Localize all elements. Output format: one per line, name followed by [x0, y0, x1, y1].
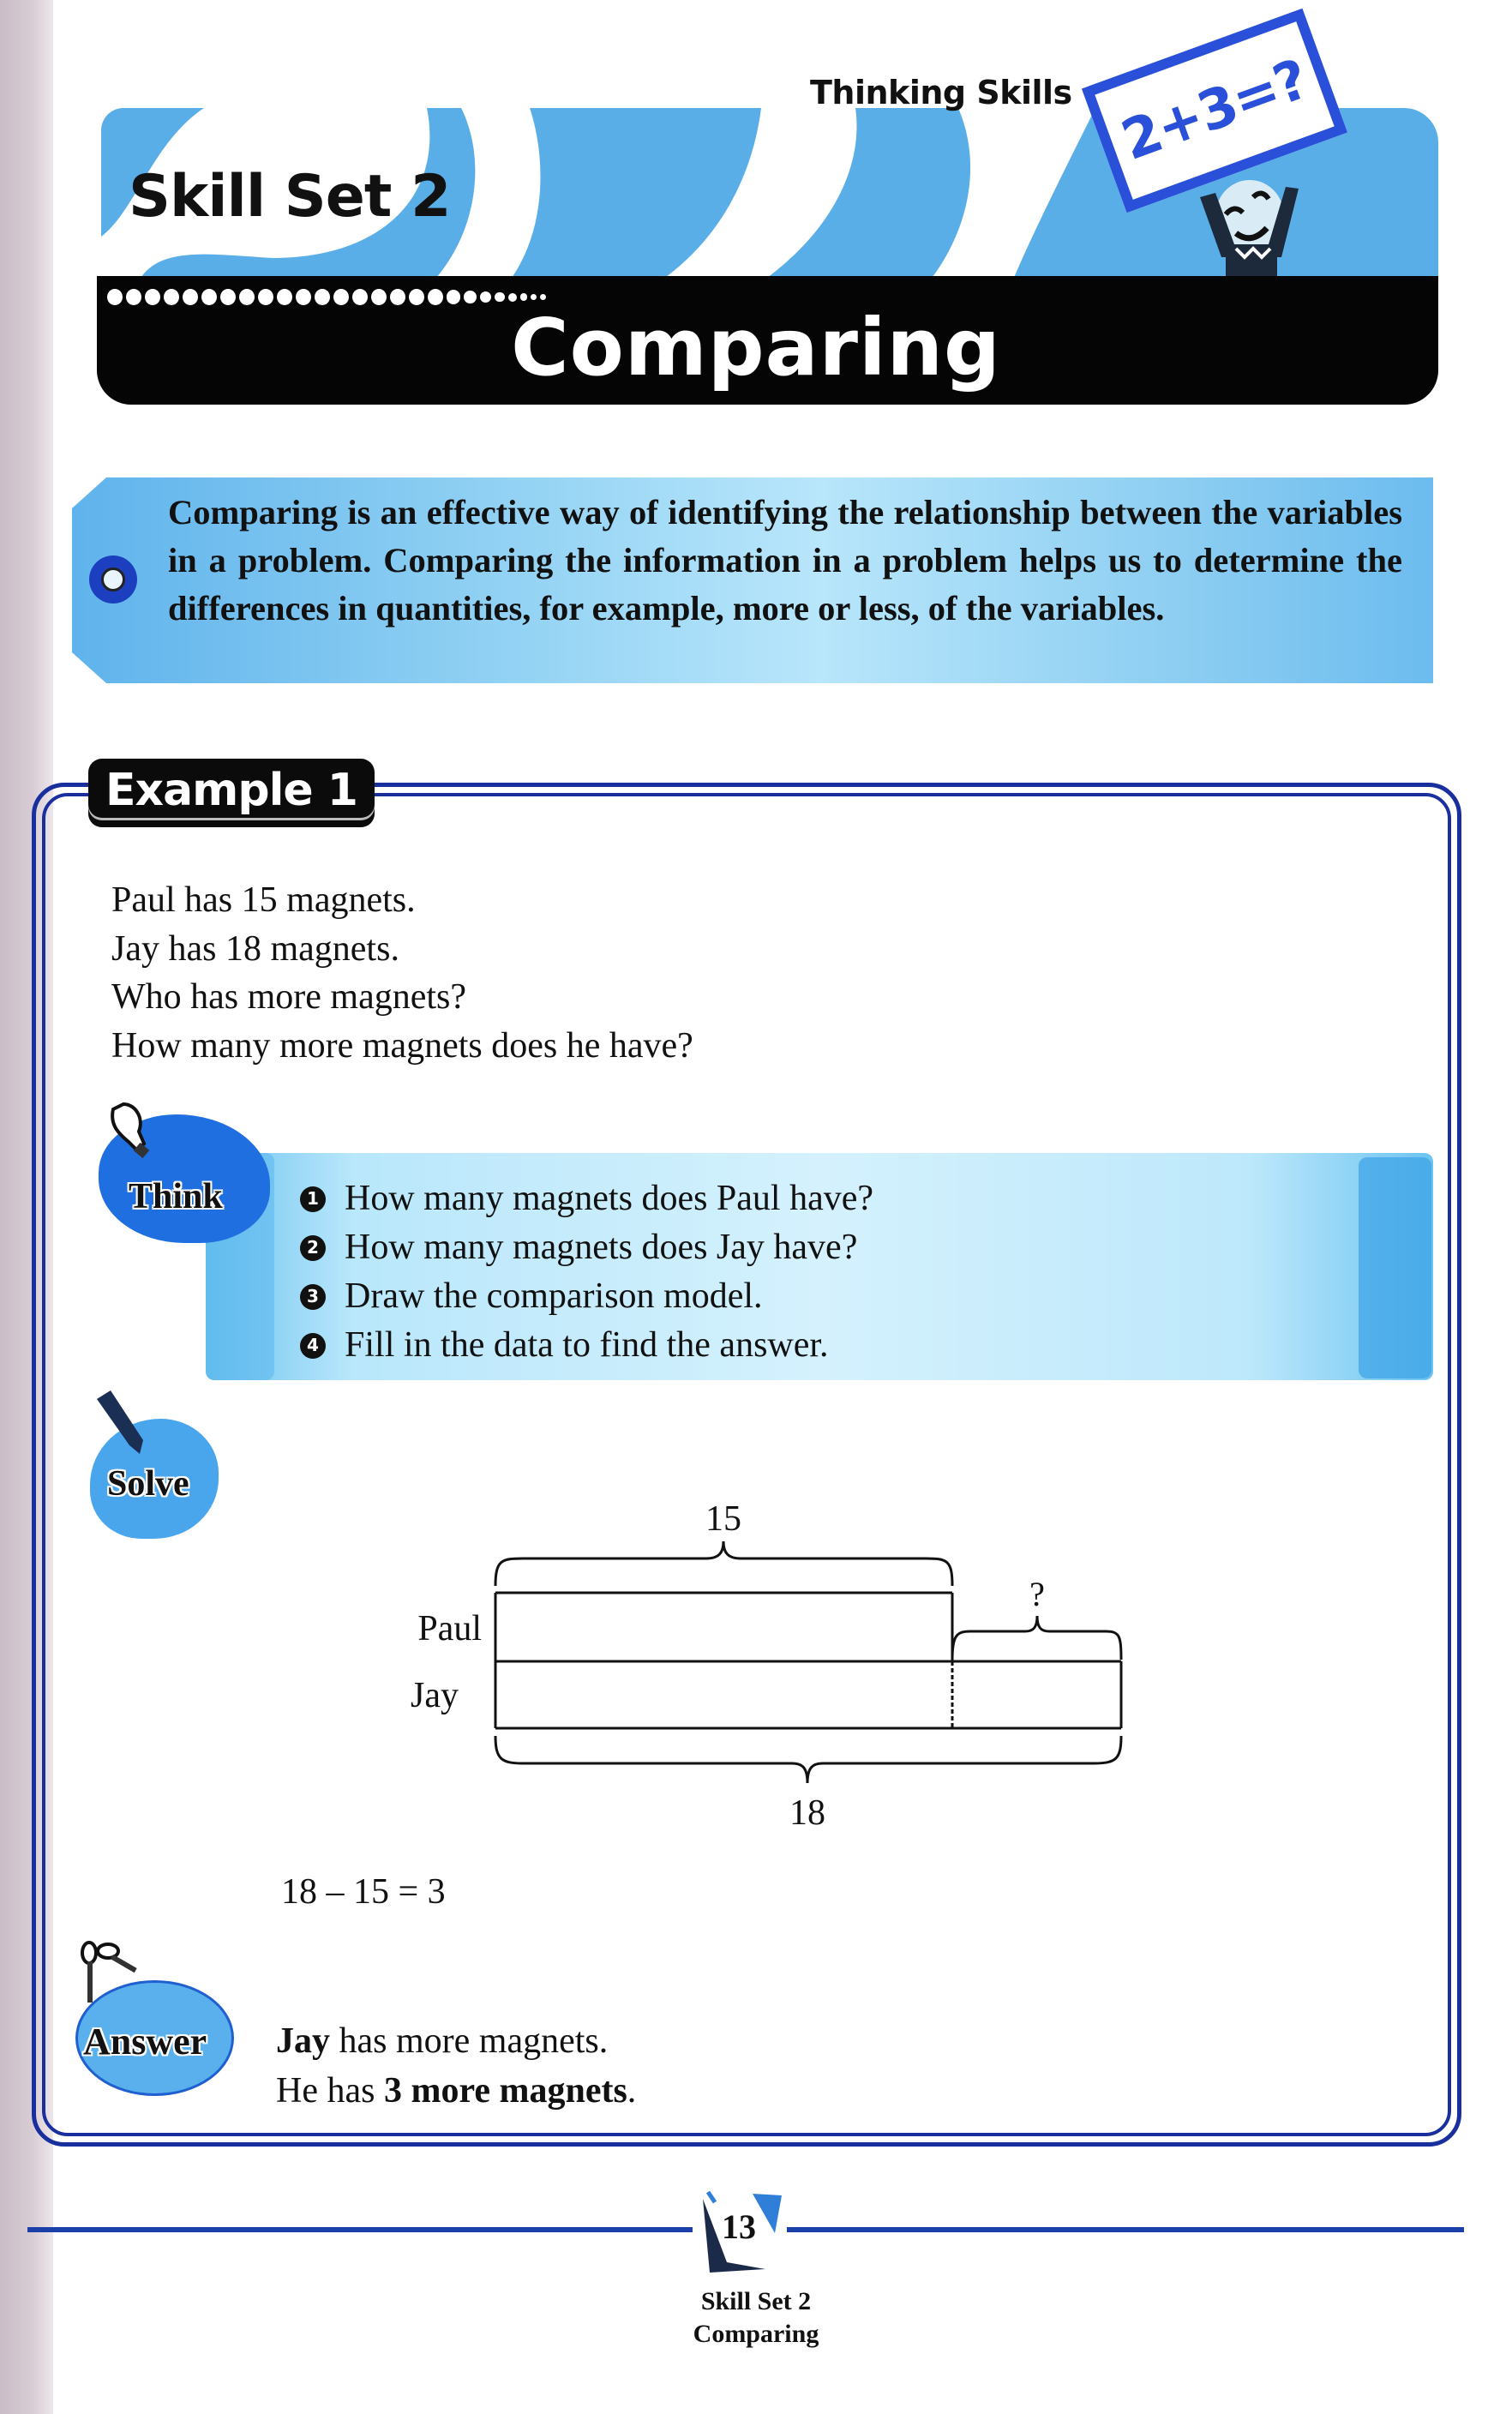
footer-caption [0, 2285, 1512, 2351]
think-step [300, 1321, 873, 1370]
think-steps [300, 1174, 873, 1370]
think-badge: Think [129, 1177, 223, 1216]
problem-line: Jay has 18 magnets. [111, 928, 399, 969]
think-step [300, 1223, 873, 1272]
solve-badge: Solve [107, 1464, 189, 1504]
problem-line: Who has more magnets? [111, 977, 467, 1017]
label-question: ? [1029, 1575, 1045, 1613]
answer-name: Jay [276, 2021, 330, 2061]
step-text: Fill in the data to find the answer. [345, 1325, 829, 1365]
section-label: Thinking Skills [810, 74, 1072, 111]
decorative-dot [520, 293, 527, 300]
answer-line-1 [276, 2016, 636, 2066]
step-number: 1 [300, 1186, 326, 1212]
row-label-paul: Paul [417, 1609, 482, 1648]
lightbulb-icon [101, 1099, 161, 1172]
page-number: 13 [722, 2207, 756, 2246]
footer-topic: Comparing [693, 2320, 819, 2348]
decorative-dot [531, 294, 537, 300]
problem-line: How many more magnets does he have? [111, 1025, 693, 1066]
equation: 18 – 15 = 3 [281, 1872, 446, 1912]
decorative-dot [495, 292, 505, 303]
step-number: 3 [300, 1284, 326, 1310]
tag-eyelet-icon [89, 555, 137, 604]
step-number: 2 [300, 1235, 326, 1261]
step-text: How many magnets does Paul have? [345, 1179, 874, 1218]
answer-badge: Answer [83, 2021, 207, 2063]
answer-line-2-end: . [627, 2071, 637, 2111]
row-label-jay: Jay [411, 1676, 459, 1715]
brace-18 [495, 1736, 1121, 1783]
example-label: Example 1 [105, 765, 357, 816]
problem-statement [111, 876, 693, 1070]
step-number: 4 [300, 1333, 326, 1359]
label-15: 15 [705, 1499, 741, 1539]
answer-text [276, 2016, 636, 2116]
decorative-dot [508, 293, 517, 302]
pencil-icon [90, 1387, 150, 1460]
answer-line-2-start: He has [276, 2071, 384, 2111]
keys-icon [74, 1939, 142, 2012]
intro-text: Comparing is an effective way of identifying the relationship between the variables in a problem. Comparing the information in a problem helps us to determine the differences in quantities, for example, more or less, of the variables. [168, 493, 1402, 628]
example-label-tag [88, 759, 375, 827]
answer-line-2 [276, 2066, 636, 2116]
think-step [300, 1174, 873, 1223]
problem-line: Paul has 15 magnets. [111, 880, 416, 920]
footer-skill-set: Skill Set 2 [700, 2287, 812, 2315]
comparison-model [377, 1492, 1149, 1852]
math-sign-text: 2+3=? [1113, 48, 1316, 173]
answer-amount: 3 more magnets [383, 2071, 627, 2111]
step-text: How many magnets does Jay have? [345, 1228, 858, 1267]
skill-set-heading: Skill Set 2 [129, 163, 451, 231]
label-18: 18 [789, 1793, 825, 1833]
page-title: Comparing [511, 302, 1001, 393]
decorative-dot [540, 294, 546, 300]
step-text: Draw the comparison model. [345, 1276, 763, 1316]
brace-15 [495, 1541, 952, 1586]
brace-difference [952, 1616, 1121, 1660]
scroll-curl-right [1359, 1157, 1431, 1378]
think-step [300, 1272, 873, 1321]
answer-line-1-rest: has more magnets. [330, 2021, 609, 2061]
